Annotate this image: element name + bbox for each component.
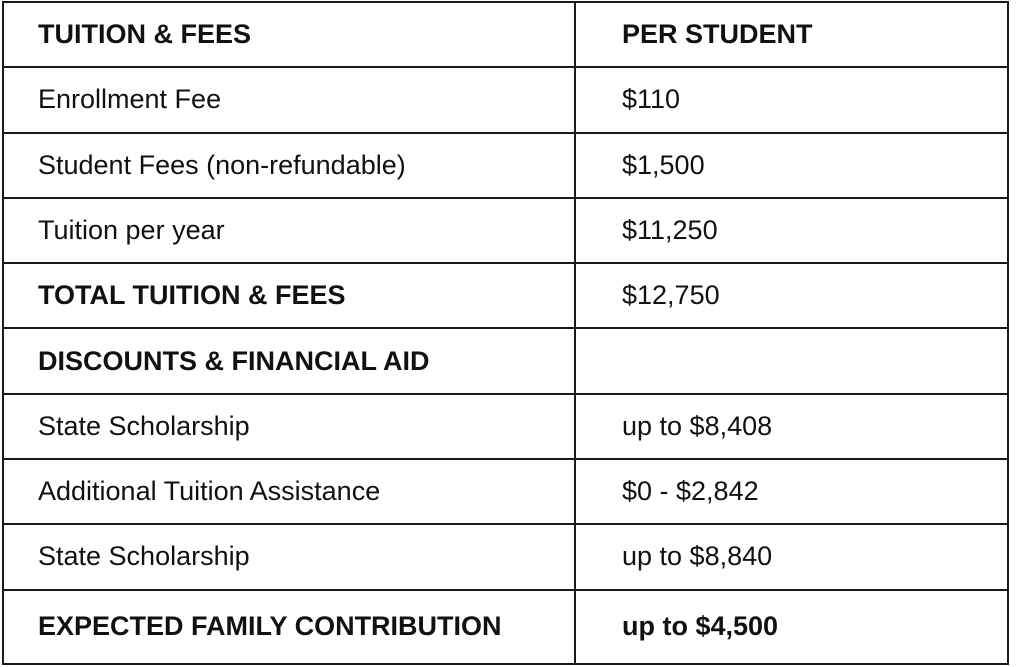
table-row (3, 133, 1008, 198)
table-row (3, 198, 1008, 263)
section-header-row (3, 328, 1008, 393)
discounts-aid-empty-cell (575, 328, 1008, 393)
contribution-label: EXPECTED FAMILY CONTRIBUTION (3, 590, 575, 664)
aid-label: Additional Tuition Assistance (3, 459, 575, 524)
aid-label: State Scholarship (3, 524, 575, 589)
total-label: TOTAL TUITION & FEES (3, 263, 575, 328)
fee-label: Enrollment Fee (3, 67, 575, 132)
fee-amount: $1,500 (575, 133, 1008, 198)
table-row (3, 524, 1008, 589)
fee-amount: $110 (575, 67, 1008, 132)
aid-label: State Scholarship (3, 394, 575, 459)
table-row (3, 67, 1008, 132)
header-per-student: PER STUDENT (575, 2, 1008, 67)
table-header-row (3, 2, 1008, 67)
aid-amount: up to $8,408 (575, 394, 1008, 459)
aid-amount: $0 - $2,842 (575, 459, 1008, 524)
contribution-amount: up to $4,500 (575, 590, 1008, 664)
aid-amount: up to $8,840 (575, 524, 1008, 589)
table-row (3, 459, 1008, 524)
total-row (3, 263, 1008, 328)
total-amount: $12,750 (575, 263, 1008, 328)
fee-label: Student Fees (non-refundable) (3, 133, 575, 198)
tuition-fees-table (2, 1, 1009, 665)
fee-amount: $11,250 (575, 198, 1008, 263)
discounts-aid-heading: DISCOUNTS & FINANCIAL AID (3, 328, 575, 393)
header-tuition-fees: TUITION & FEES (3, 2, 575, 67)
table-row (3, 394, 1008, 459)
contribution-row (3, 590, 1008, 664)
fee-label: Tuition per year (3, 198, 575, 263)
